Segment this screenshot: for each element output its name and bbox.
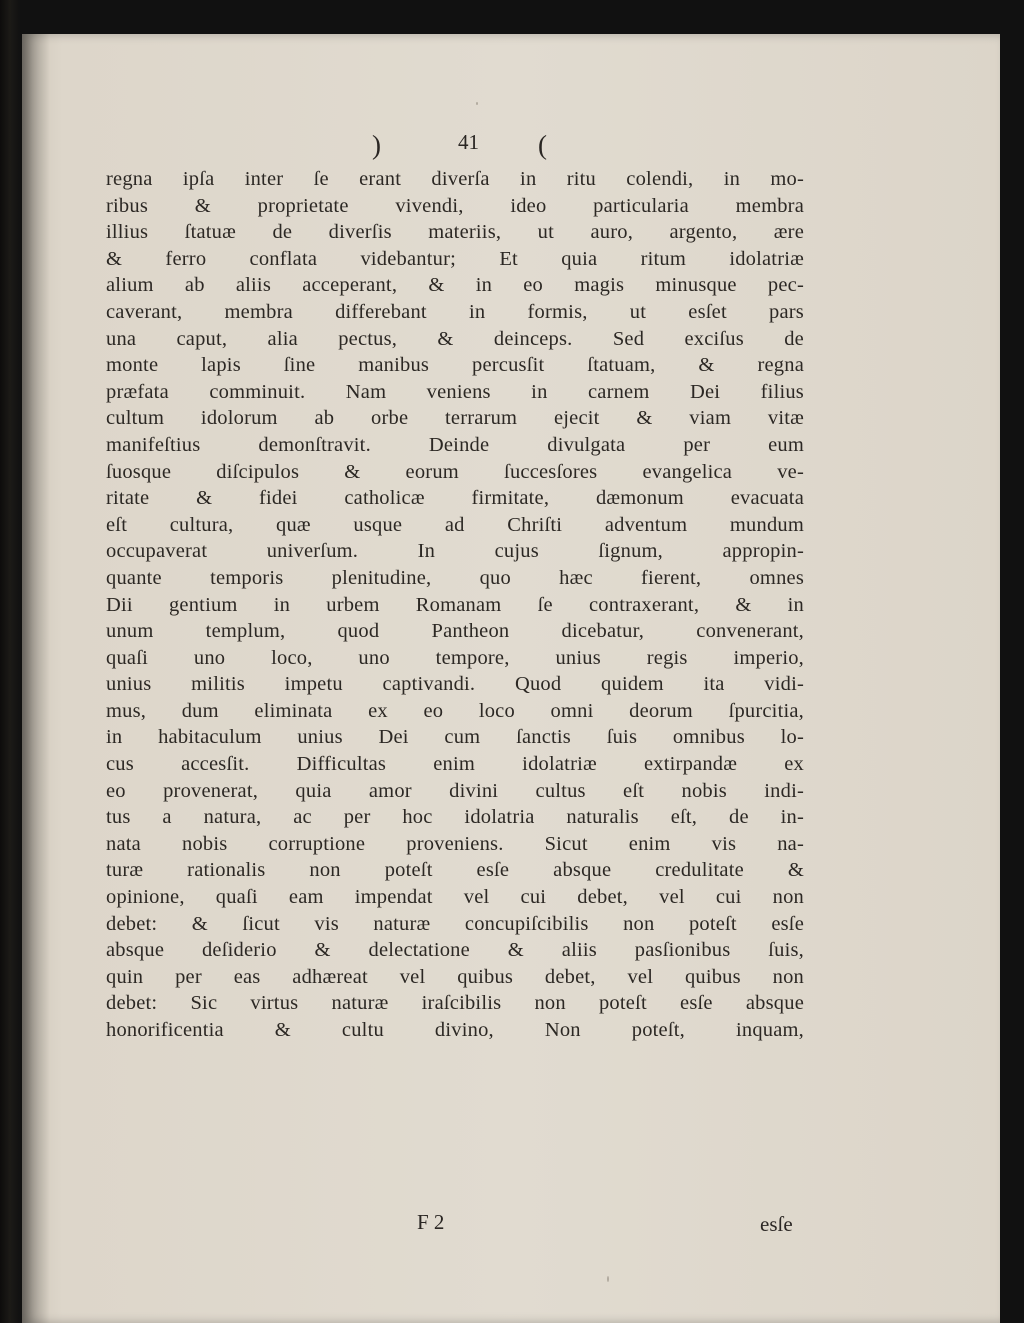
text-line: nata nobis corruptione proveniens. Sicut enim vis na- [106,832,804,855]
text-line: debet: Sic virtus naturæ iraſcibilis non poteſt esſe absque [106,992,804,1015]
text-line: mus, dum eliminata ex eo loco omni deorum ſpurcitia, [106,699,804,722]
text-line: eſt cultura, quæ usque ad Chriſti adventum mundum [106,513,804,536]
body-text [106,166,804,1044]
text-line: opinione, quaſi eam impendat vel cui debet, vel cui non [106,886,804,909]
text-line: unius militis impetu captivandi. Quod quidem ita vidi- [106,673,804,696]
text-line: cus accesſit. Difficultas enim idolatriæ extirpandæ ex [106,753,804,776]
text-line: in habitaculum unius Dei cum ſanctis ſuis omnibus lo- [106,726,804,749]
signature-mark: F 2 [417,1210,445,1234]
text-line: regna ipſa inter ſe erant diverſa in ritu colendi, in mo- [106,168,804,190]
running-header [372,130,562,170]
text-line: honorificentia & cultu divino, Non poteſt, inquam, [106,1019,804,1041]
paper-speck [476,102,478,105]
text-line: occupaverat univerſum. In cujus ſignum, appropin- [106,540,804,563]
paper-speck [114,180,116,184]
text-line: & ferro conflata videbantur; Et quia ritum idolatriæ [106,247,804,270]
text-line: eo provenerat, quia amor divini cultus eſt nobis indi- [106,779,804,802]
text-line: tus a natura, ac per hoc idolatria naturalis eſt, de in- [106,806,804,829]
text-line: cultum idolorum ab orbe terrarum ejecit & viam vitæ [106,407,804,430]
text-line: unum templum, quod Pantheon dicebatur, convenerant, [106,620,804,643]
text-line: absque deſiderio & delectatione & aliis pasſionibus ſuis, [106,939,804,962]
text-line: ritate & fidei catholicæ firmitate, dæmonum evacuata [106,487,804,510]
text-line: una caput, alia pectus, & deinceps. Sed exciſus de [106,327,804,350]
text-line: monte lapis ſine manibus percusſit ſtatuam, & regna [106,354,804,377]
text-line: quaſi uno loco, uno tempore, unius regis imperio, [106,646,804,669]
text-line: quante temporis plenitudine, quo hæc fierent, omnes [106,566,804,589]
text-line: quin per eas adhæreat vel quibus debet, vel quibus non [106,965,804,988]
text-line: manifeſtius demonſtravit. Deinde divulgata per eum [106,433,804,456]
page-gutter-shadow [22,34,50,1323]
text-line: turæ rationalis non poteſt esſe absque credulitate & [106,859,804,882]
text-line: ſuosque diſcipulos & eorum ſuccesſores evangelica ve- [106,460,804,483]
book-page [22,34,1000,1323]
catchword: esſe [760,1212,793,1236]
header-right-paren: ( [538,130,547,160]
paper-speck [607,1276,609,1282]
text-line: illius ſtatuæ de diverſis materiis, ut auro, argento, ære [106,221,804,244]
header-left-paren: ) [372,130,381,160]
text-line: debet: & ſicut vis naturæ concupiſcibilis non poteſt esſe [106,912,804,935]
text-line: alium ab aliis acceperant, & in eo magis minusque pec- [106,274,804,297]
text-line: Dii gentium in urbem Romanam ſe contraxerant, & in [106,593,804,616]
page-footer [22,1210,1000,1240]
text-line: ribus & proprietate vivendi, ideo particularia membra [106,194,804,217]
text-line: præfata comminuit. Nam veniens in carnem Dei filius [106,380,804,403]
page-number: 41 [458,130,479,154]
text-line: caverant, membra differebant in formis, ut esſet pars [106,300,804,323]
